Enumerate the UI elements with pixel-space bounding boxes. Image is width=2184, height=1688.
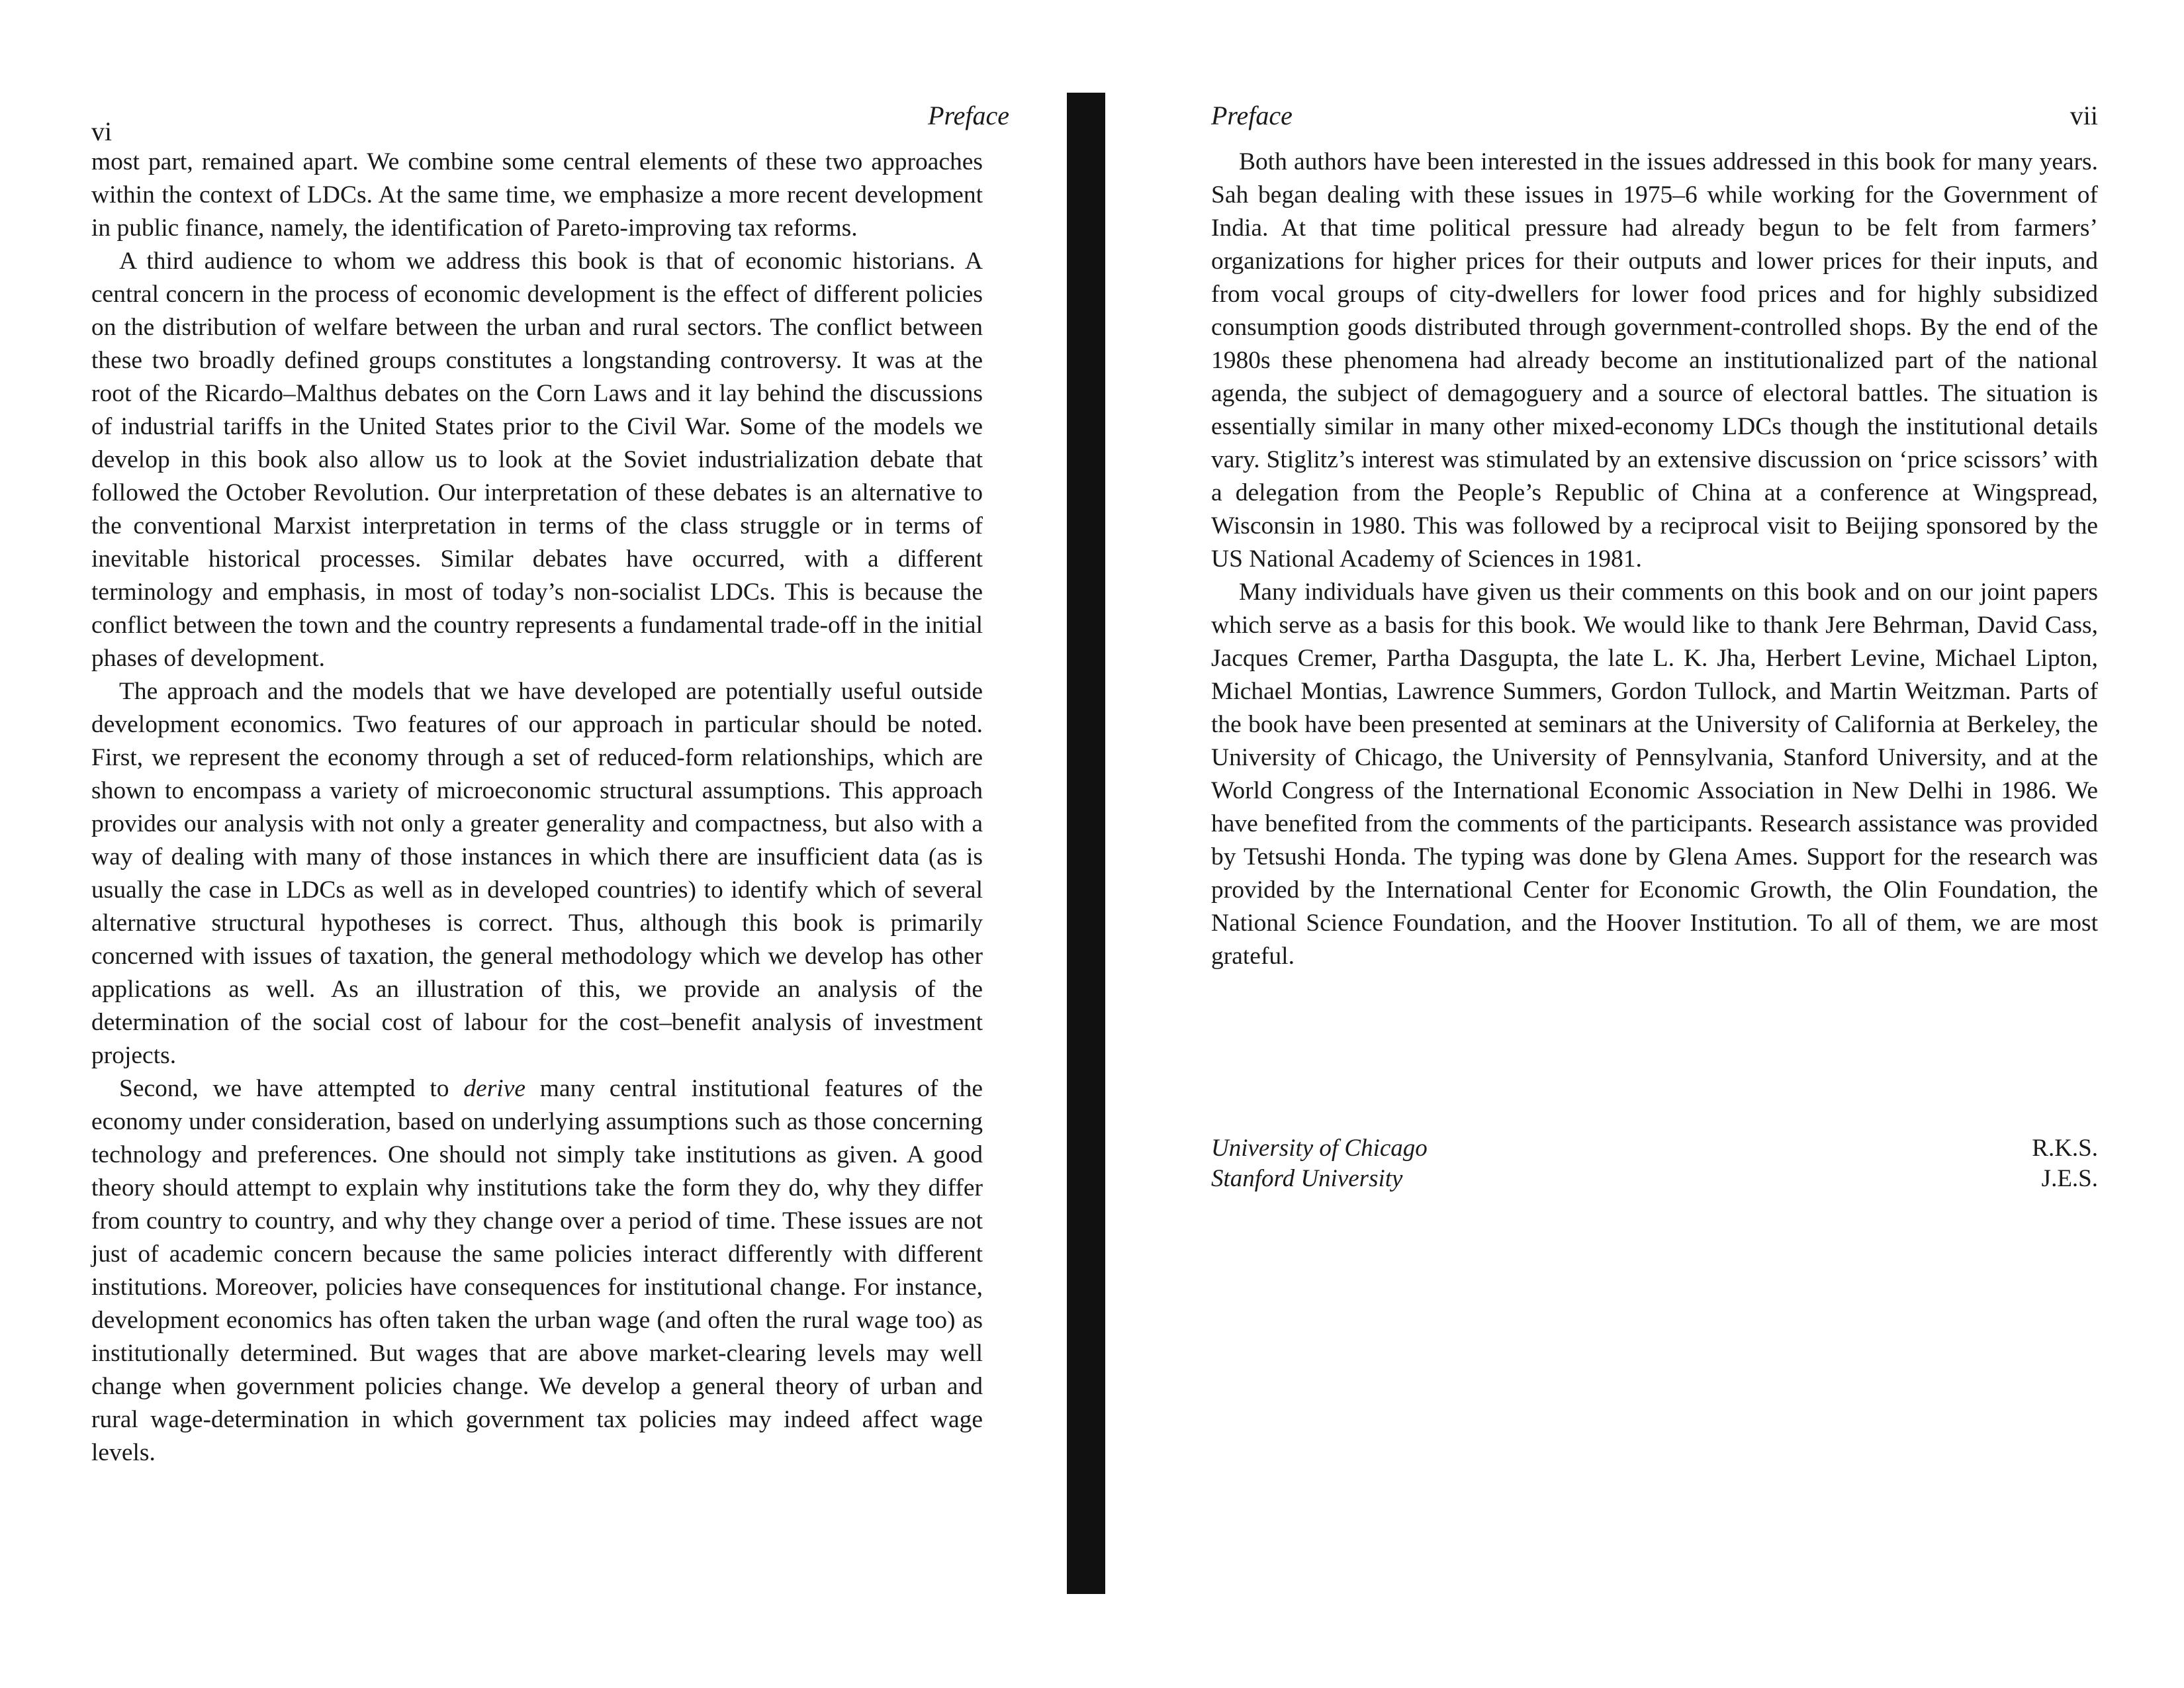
left-page-body: [91, 146, 983, 1470]
emphasis: derive: [463, 1075, 525, 1102]
paragraph: A third audience to whom we address this book is that of economic historians. A central concern in the process of economic development is the effect of different policies on the distribution of welfare between the urban and rural sectors. The conflict between these two broadly defined groups constitutes a longstanding controversy. It was at the root of the Ricardo–Malthus debates on the Corn Laws and it lay behind the discussions of industrial tariffs in the United States prior to the Civil War. Some of the models we develop in this book also allow us to look at the Soviet industrialization debate that followed the October Revolution. Our interpretation of these debates is an alternative to the conventional Marxist interpretation in terms of the class struggle or in terms of inevitable historical processes. Similar debates have occurred, with a different terminology and emphasis, in most of today’s non-socialist LDCs. This is because the conflict between the town and the country represents a fundamental trade-off in the initial phases of development.: [91, 248, 983, 672]
paragraph: most part, remained apart. We combine some central elements of these two approaches within the context of LDCs. At the same time, we emphasize a more recent development in public finance, namely, the identification of Pareto-improving tax reforms.: [91, 148, 983, 242]
book-gutter: [1067, 93, 1105, 1594]
left-page: [0, 0, 1072, 1688]
running-title: Preface: [1211, 101, 1293, 130]
paragraph-start: Second, we have attempted to: [119, 1075, 449, 1102]
signoff: [1211, 1133, 2098, 1194]
signoff-row: [1211, 1133, 2098, 1164]
paragraph: Many individuals have given us their comments on this book and on our joint papers which serve as a basis for this book. We would like to thank Jere Behrman, David Cass, Jacques Cremer, Partha Dasgupta, the late L. K. Jha, Herbert Levine, Michael Lipton, Michael Montias, Lawrence Summers, Gordon Tullock, and Martin Weitzman. Parts of the book have been presented at seminars at the University of California at Berkeley, the University of Chicago, the University of Pennsylvania, Stanford University, and at the World Congress of the International Economic Association in New Delhi in 1986. We have benefited from the comments of the participants. Research assistance was provided by Tetsushi Honda. The typing was done by Glena Ames. Support for the research was provided by the International Center for Economic Growth, the Olin Foundation, the National Science Foundation, and the Hoover Institution. To all of them, we are most grateful.: [1211, 579, 2098, 970]
page-number: vii: [2070, 101, 2098, 130]
right-page: [1112, 0, 2184, 1688]
signoff-row: [1211, 1164, 2098, 1194]
institution: Stanford University: [1211, 1165, 1403, 1192]
author-initials: R.K.S.: [2032, 1135, 2098, 1162]
institution: University of Chicago: [1211, 1135, 1428, 1162]
right-page-body: [1211, 146, 2098, 973]
author-initials: J.E.S.: [2041, 1165, 2098, 1192]
paragraph: [91, 1072, 983, 1470]
running-title: Preface: [928, 101, 1009, 130]
paragraph: The approach and the models that we have developed are potentially useful outside development economics. Two features of our approach in particular should be noted. First, we represent the economy through a set of reduced-form relationships, which are shown to encompass a variety of microeconomic structural assumptions. This approach provides our analysis with not only a greater generality and compactness, but also with a way of dealing with many of those instances in which there are insufficient data (as is usually the case in LDCs as well as in developed countries) to identify which of several alternative structural hypotheses is correct. Thus, although this book is primarily concerned with issues of taxation, the general methodology which we develop has other applications as well. As an illustration of this, we provide an analysis of the determination of the social cost of labour for the cost–benefit analysis of investment projects.: [91, 678, 983, 1069]
paragraph-rest: many central institutional features of the economy under consideration, based on underlying assumptions such as those concerning technology and preferences. One should not simply take institutions as given. A good theory should attempt to explain why institutions take the form they do, why they differ from country to country, and why they change over a period of time. These issues are not just of academic concern because the same policies interact differently with different institutions. Moreover, policies have consequences for institutional change. For instance, development economics has often taken the urban wage (and often the rural wage too) as institutionally determined. But wages that are above market-clearing levels may well change when government policies change. We develop a general theory of urban and rural wage-determination in which government tax policies may indeed affect wage levels.: [91, 1075, 983, 1466]
page-number: vi: [91, 117, 113, 146]
paragraph: Both authors have been interested in the issues addressed in this book for many years. Sah began dealing with these issues in 1975–6 while working for the Government of India. At that time political pressure had already begun to be felt from farmers’ organizations for higher prices for their outputs and lower prices for their inputs, and from vocal groups of city-dwellers for lower food prices and for highly subsidized consumption goods distributed through government-controlled shops. By the end of the 1980s these phenomena had already become an institutionalized part of the national agenda, the subject of demagoguery and a source of electoral battles. The situation is essentially similar in many other mixed-economy LDCs though the institutional details vary. Stiglitz’s interest was stimulated by an extensive discussion on ‘price scissors’ with a delegation from the People’s Republic of China at a conference at Wingspread, Wisconsin in 1980. This was followed by a reciprocal visit to Beijing sponsored by the US National Academy of Sciences in 1981.: [1211, 148, 2098, 573]
